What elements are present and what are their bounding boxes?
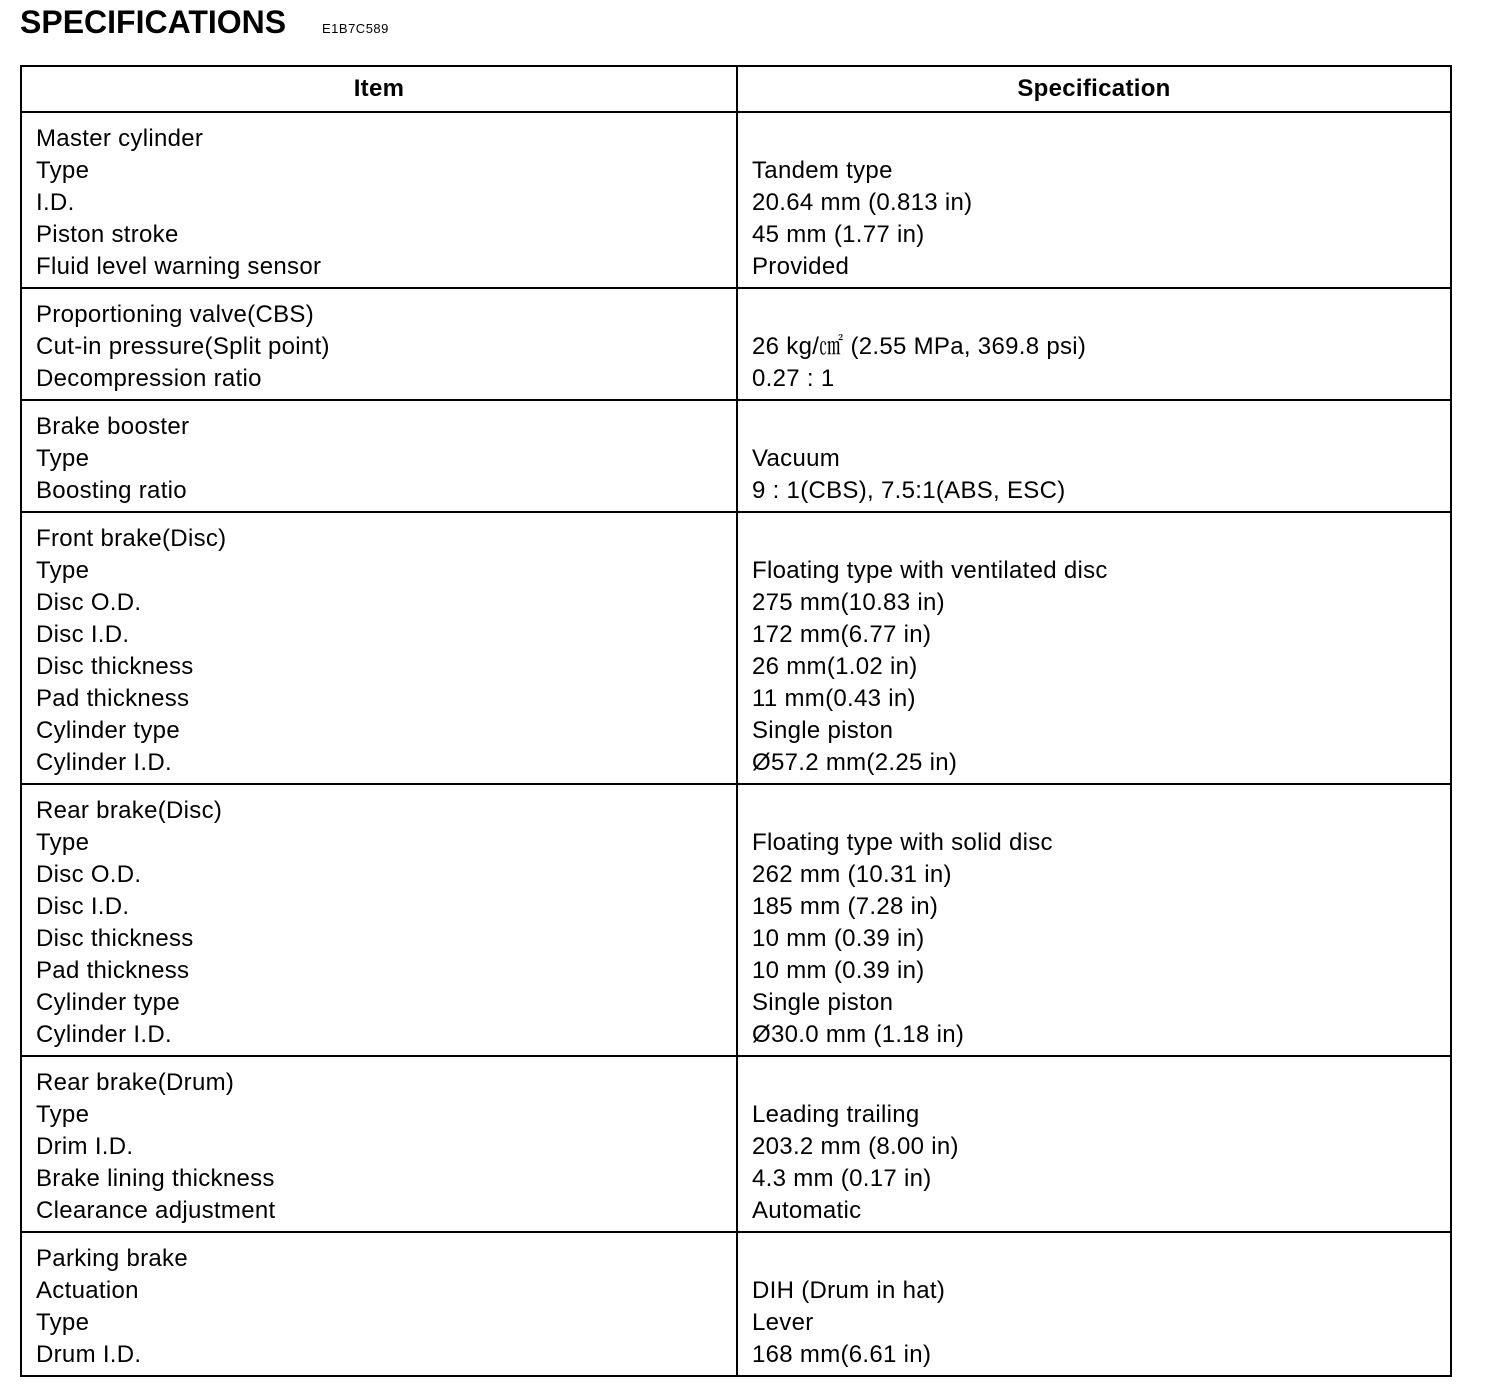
item-label: Pad thickness bbox=[36, 957, 190, 984]
item-cell bbox=[21, 1232, 737, 1376]
item-label: Drim I.D. bbox=[36, 1133, 134, 1160]
item-label: Cylinder type bbox=[36, 717, 180, 744]
item-label: Disc O.D. bbox=[36, 589, 142, 616]
group-label: Parking brake bbox=[36, 1245, 188, 1272]
item-label: I.D. bbox=[36, 189, 75, 216]
spec-value: Floating type with ventilated disc bbox=[752, 557, 1108, 584]
group-label: Master cylinder bbox=[36, 125, 204, 152]
spec-value: 26 kg/㎠ (2.55 MPa, 369.8 psi) bbox=[752, 333, 1087, 360]
item-cell bbox=[21, 784, 737, 1056]
spec-value: Tandem type bbox=[752, 157, 893, 184]
item-label: Decompression ratio bbox=[36, 365, 262, 392]
spec-cell bbox=[737, 112, 1451, 288]
item-label: Clearance adjustment bbox=[36, 1197, 276, 1224]
item-label: Cylinder type bbox=[36, 989, 180, 1016]
spec-value: Floating type with solid disc bbox=[752, 829, 1053, 856]
table-row bbox=[21, 288, 1451, 400]
item-label: Type bbox=[36, 557, 90, 584]
item-label: Disc thickness bbox=[36, 653, 194, 680]
item-label: Piston stroke bbox=[36, 221, 179, 248]
item-cell bbox=[21, 288, 737, 400]
item-label: Type bbox=[36, 829, 90, 856]
spec-value: 26 mm(1.02 in) bbox=[752, 653, 918, 680]
spec-value: Single piston bbox=[752, 717, 894, 744]
item-label: Cut-in pressure(Split point) bbox=[36, 333, 330, 360]
item-label: Actuation bbox=[36, 1277, 139, 1304]
spec-value: 10 mm (0.39 in) bbox=[752, 957, 925, 984]
group-label: Proportioning valve(CBS) bbox=[36, 301, 314, 328]
item-label: Pad thickness bbox=[36, 685, 190, 712]
spec-value: 0.27 : 1 bbox=[752, 365, 835, 392]
table-row bbox=[21, 1232, 1451, 1376]
item-cell bbox=[21, 512, 737, 784]
table-row bbox=[21, 784, 1451, 1056]
group-label: Brake booster bbox=[36, 413, 190, 440]
item-cell bbox=[21, 400, 737, 512]
item-label: Brake lining thickness bbox=[36, 1165, 275, 1192]
spec-value: Ø30.0 mm (1.18 in) bbox=[752, 1021, 965, 1048]
spec-value: 203.2 mm (8.00 in) bbox=[752, 1133, 959, 1160]
table-row bbox=[21, 512, 1451, 784]
spec-value: 185 mm (7.28 in) bbox=[752, 893, 939, 920]
item-label: Drum I.D. bbox=[36, 1341, 142, 1368]
spec-value: 20.64 mm (0.813 in) bbox=[752, 189, 973, 216]
spec-value: Automatic bbox=[752, 1197, 862, 1224]
spec-value: 9 : 1(CBS), 7.5:1(ABS, ESC) bbox=[752, 477, 1066, 504]
spec-value: 10 mm (0.39 in) bbox=[752, 925, 925, 952]
spec-cell bbox=[737, 400, 1451, 512]
spec-value: 4.3 mm (0.17 in) bbox=[752, 1165, 932, 1192]
column-header-item: Item bbox=[21, 66, 737, 112]
item-label: Type bbox=[36, 157, 90, 184]
item-cell bbox=[21, 112, 737, 288]
spec-value: Single piston bbox=[752, 989, 894, 1016]
spec-value: Leading trailing bbox=[752, 1101, 920, 1128]
spec-cell bbox=[737, 288, 1451, 400]
group-label: Rear brake(Disc) bbox=[36, 797, 223, 824]
group-label: Front brake(Disc) bbox=[36, 525, 227, 552]
item-label: Type bbox=[36, 445, 90, 472]
item-label: Disc I.D. bbox=[36, 621, 130, 648]
group-label: Rear brake(Drum) bbox=[36, 1069, 235, 1096]
spec-table bbox=[20, 65, 1452, 1377]
item-label: Disc thickness bbox=[36, 925, 194, 952]
spec-cell bbox=[737, 1056, 1451, 1232]
spec-cell bbox=[737, 784, 1451, 1056]
item-label: Type bbox=[36, 1101, 90, 1128]
spec-value: 11 mm(0.43 in) bbox=[752, 685, 916, 712]
spec-value: 172 mm(6.77 in) bbox=[752, 621, 932, 648]
item-label: Boosting ratio bbox=[36, 477, 187, 504]
spec-value: 262 mm (10.31 in) bbox=[752, 861, 952, 888]
table-row bbox=[21, 112, 1451, 288]
item-label: Type bbox=[36, 1309, 90, 1336]
spec-value: Vacuum bbox=[752, 445, 841, 472]
page-title: SPECIFICATIONS bbox=[20, 4, 287, 40]
table-header-row bbox=[21, 66, 1451, 112]
spec-cell bbox=[737, 1232, 1451, 1376]
spec-value: DIH (Drum in hat) bbox=[752, 1277, 946, 1304]
table-row bbox=[21, 1056, 1451, 1232]
item-label: Cylinder I.D. bbox=[36, 749, 172, 776]
spec-cell bbox=[737, 512, 1451, 784]
item-cell bbox=[21, 1056, 737, 1232]
spec-value: Provided bbox=[752, 253, 850, 280]
column-header-specification: Specification bbox=[737, 66, 1451, 112]
spec-value: Ø57.2 mm(2.25 in) bbox=[752, 749, 958, 776]
item-label: Cylinder I.D. bbox=[36, 1021, 172, 1048]
item-label: Disc O.D. bbox=[36, 861, 142, 888]
item-label: Disc I.D. bbox=[36, 893, 130, 920]
spec-value: 45 mm (1.77 in) bbox=[752, 221, 925, 248]
spec-value: Lever bbox=[752, 1309, 814, 1336]
item-label: Fluid level warning sensor bbox=[36, 253, 322, 280]
table-row bbox=[21, 400, 1451, 512]
document-code: E1B7C589 bbox=[322, 21, 389, 36]
spec-value: 168 mm(6.61 in) bbox=[752, 1341, 932, 1368]
spec-value: 275 mm(10.83 in) bbox=[752, 589, 945, 616]
